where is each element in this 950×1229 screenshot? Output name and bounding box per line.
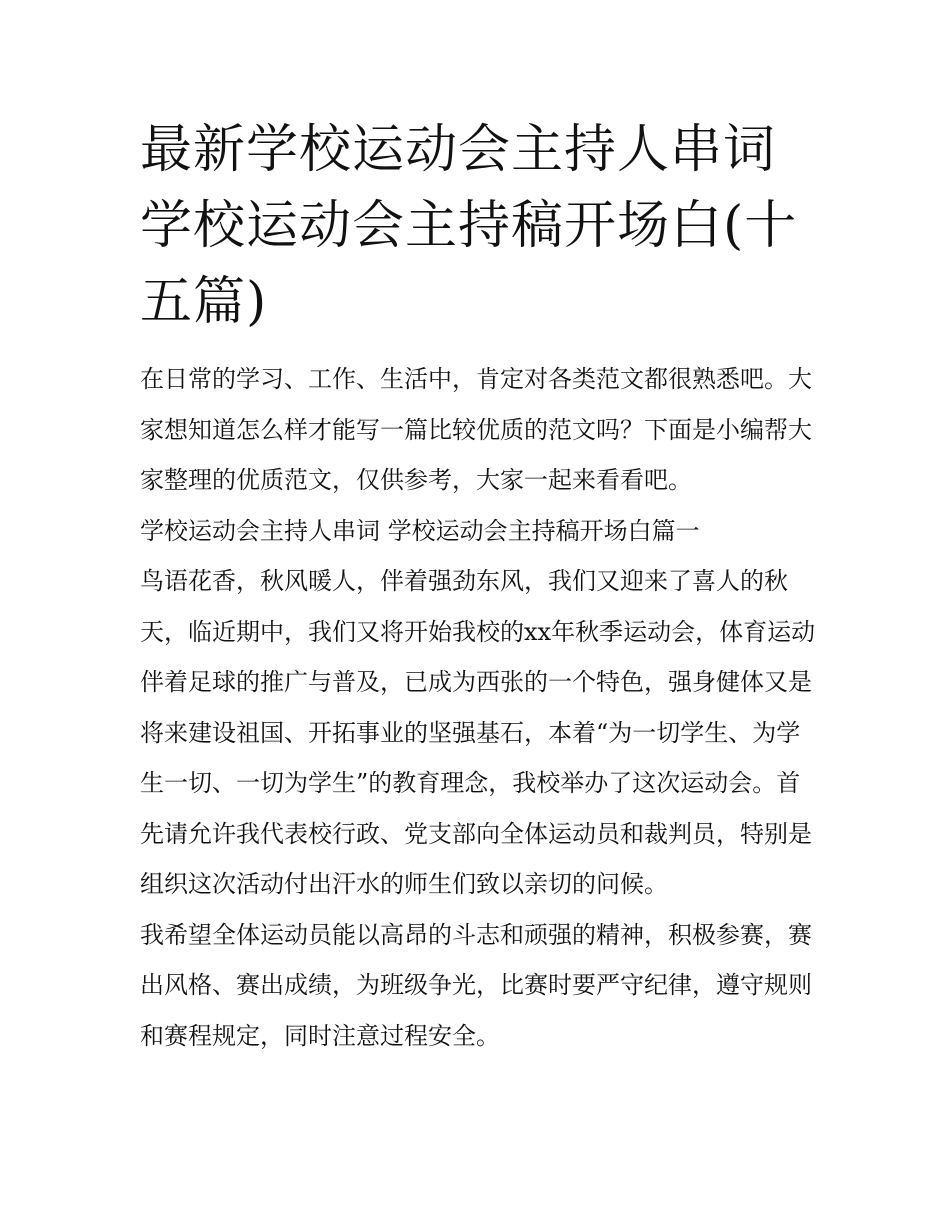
paragraph-intro: 在日常的学习、工作、生活中，肯定对各类范文都很熟悉吧。大家想知道怎么样才能写一篇比较优质的范文吗？下面是小编帮大家整理的优质范文，仅供参考，大家一起来看看吧。 (140, 365, 812, 494)
paragraph-opening: 鸟语花香，秋风暖人，伴着强劲东风，我们又迎来了喜人的秋天，临近期中，我们又将开始我校的xx年秋季运动会，体育运动伴着足球的推广与普及，已成为西张的一个特色，强身健体又是将来建设祖国、开拓事业的坚强基石，本着“为一切学生、为学生一切、一切为学生”的教育理念，我校举办了这次运动会。首先请允许我代表校行政、党支部向全体运动员和裁判员，特别是组织这次活动付出汗水的师生们致以亲切的问候。 (140, 567, 816, 898)
document-title: 最新学校运动会主持人串词 学校运动会主持稿开场白(十五篇) (140, 120, 798, 332)
section-heading: 学校运动会主持人串词 学校运动会主持稿开场白篇一 (140, 516, 700, 545)
document-page (140, 112, 820, 1061)
document-body (140, 354, 820, 1061)
paragraph-wishes: 我希望全体运动员能以高昂的斗志和顽强的精神，积极参赛，赛出风格、赛出成绩，为班级争光，比赛时要严守纪律，遵守规则和赛程规定，同时注意过程安全。 (140, 920, 812, 1050)
